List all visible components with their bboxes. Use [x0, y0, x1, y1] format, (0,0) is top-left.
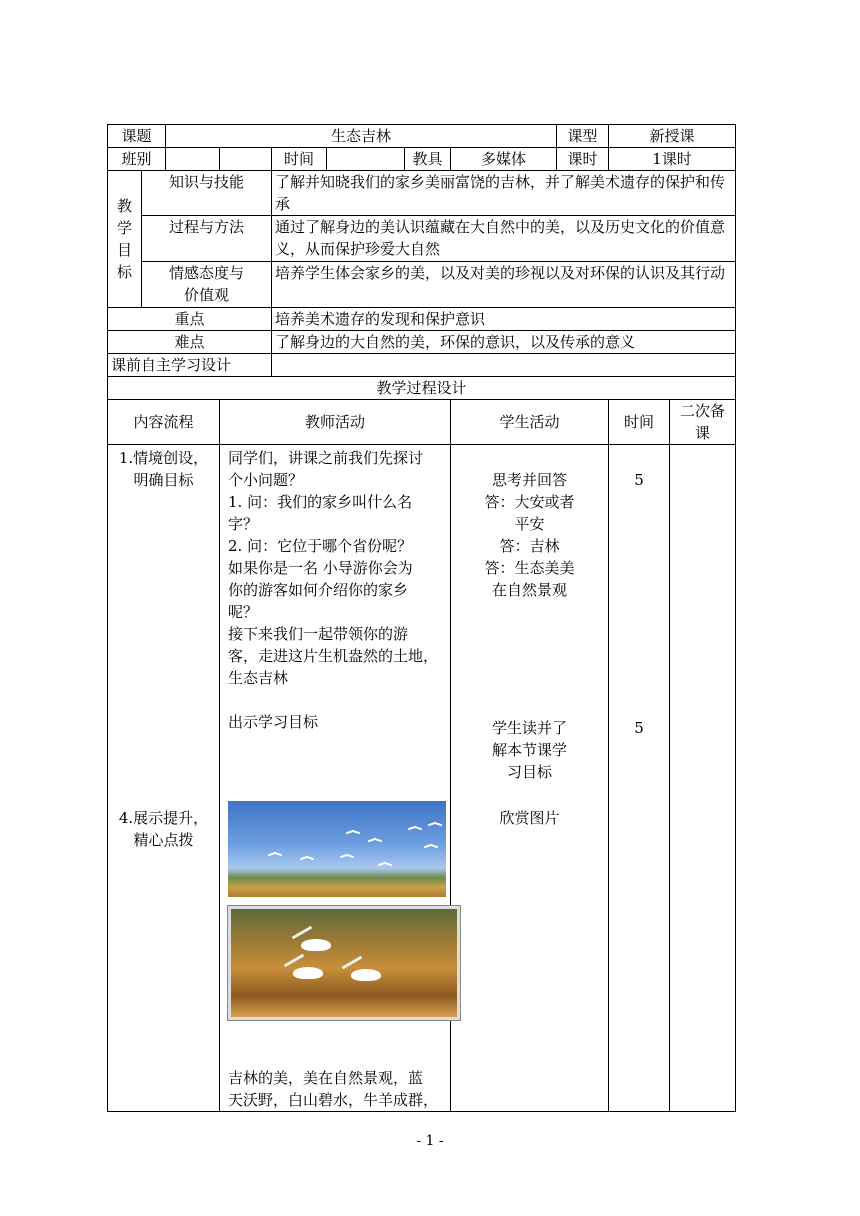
teacher-activity-cell — [220, 445, 451, 1112]
student-read-3: 习目标 — [507, 763, 553, 781]
bird-shape — [300, 857, 314, 861]
teacher-line-10: 客，走进这片生机盎然的土地， — [228, 647, 439, 665]
goals-side-char-4: 标 — [116, 263, 132, 281]
cranes-sky-image — [228, 801, 446, 897]
student-read-2: 解本节课学 — [492, 741, 568, 759]
teacher-line-8: 呢？ — [228, 603, 259, 621]
time-value — [327, 148, 405, 171]
pre-study-label: 课前自主学习设计 — [108, 354, 272, 377]
topic-value: 生态吉林 — [166, 125, 557, 148]
type-value: 新授课 — [609, 125, 736, 148]
student-view: 欣赏图片 — [499, 809, 560, 827]
crane-shape — [301, 939, 331, 951]
notes-cell — [670, 445, 736, 1112]
step1-line-2: 明确目标 — [133, 471, 194, 489]
goals-side-char-3: 目 — [116, 241, 132, 259]
student-line-1: 思考并回答 — [492, 471, 568, 489]
col-time: 时间 — [609, 400, 670, 445]
bird-shape — [378, 863, 392, 867]
hours-value: 1课时 — [609, 148, 736, 171]
bird-shape — [368, 839, 382, 843]
student-activity-cell — [451, 445, 609, 1112]
teacher-line-11: 生态吉林 — [228, 669, 289, 687]
teacher-line-2: 个小问题？ — [228, 471, 304, 489]
teacher-line-1: 同学们，讲课之前我们先探讨 — [228, 449, 424, 467]
time-value-2: 5 — [634, 719, 644, 737]
student-line-6: 在自然景观 — [492, 581, 568, 599]
page-number: - 1 - — [416, 1133, 444, 1149]
col-content: 内容流程 — [108, 400, 220, 445]
emotion-text: 培养学生体会家乡的美，以及对美的珍视以及对环保的认识及其行动 — [272, 262, 736, 308]
lesson-plan-table — [107, 124, 736, 1112]
type-label: 课型 — [557, 125, 609, 148]
time-value-1: 5 — [634, 471, 644, 489]
teacher-line-4: 字？ — [228, 515, 259, 533]
teacher-line-3: 1. 问：我们的家乡叫什么名 — [228, 493, 413, 511]
class-label: 班别 — [108, 148, 166, 171]
process-text: 通过了解身边的美认识蕴藏在大自然中的美，以及历史文化的价值意义，从而保护珍爱大自然 — [272, 216, 736, 262]
emotion-label-line-2: 价值观 — [184, 286, 230, 304]
col-teacher: 教师活动 — [220, 400, 451, 445]
cranes-wetland-image — [228, 906, 460, 1020]
key-point-label: 重点 — [108, 308, 272, 331]
bird-shape — [408, 827, 422, 831]
class-value-2 — [220, 148, 272, 171]
teacher-end-line-2: 天沃野，白山碧水，牛羊成群， — [228, 1091, 439, 1109]
teacher-line-7: 你的游客如何介绍你的家乡 — [228, 581, 409, 599]
goals-side-char-1: 教 — [116, 197, 132, 215]
topic-label: 课题 — [108, 125, 166, 148]
teacher-line-6: 如果你是一名 小导游你会为 — [228, 559, 413, 577]
class-value — [166, 148, 220, 171]
bird-shape — [424, 845, 438, 849]
student-line-3: 平安 — [514, 515, 545, 533]
pre-study-value — [272, 354, 736, 377]
knowledge-label: 知识与技能 — [142, 171, 272, 216]
step1-line-1: 1.情境创设， — [118, 449, 209, 467]
difficulty-text: 了解身边的大自然的美，环保的意识，以及传承的意义 — [272, 331, 736, 354]
crane-shape — [293, 967, 323, 979]
difficulty-label: 难点 — [108, 331, 272, 354]
process-label: 过程与方法 — [142, 216, 272, 262]
step4-line-2: 精心点拨 — [133, 831, 194, 849]
time-cell — [609, 445, 670, 1112]
teacher-line-9: 接下来我们一起带领你的游 — [228, 625, 409, 643]
student-line-4: 答：吉林 — [499, 537, 560, 555]
process-title: 教学过程设计 — [108, 377, 736, 400]
crane-shape — [351, 969, 381, 981]
bird-shape — [346, 831, 360, 835]
content-flow-cell — [108, 445, 220, 1112]
goals-side-label — [108, 171, 142, 308]
student-read-1: 学生读并了 — [492, 719, 568, 737]
tools-label: 教具 — [405, 148, 451, 171]
emotion-label-line-1: 情感态度与 — [169, 264, 245, 282]
teacher-line-5: 2. 问：它位于哪个省份呢？ — [228, 537, 413, 555]
teacher-goal-line: 出示学习目标 — [228, 713, 319, 731]
hours-label: 课时 — [557, 148, 609, 171]
col-student: 学生活动 — [451, 400, 609, 445]
col-notes: 二次备课 — [670, 400, 736, 445]
step4-line-1: 4.展示提升， — [118, 809, 209, 827]
teacher-end-line-1: 吉林的美，美在自然景观，蓝 — [228, 1069, 424, 1087]
knowledge-text: 了解并知晓我们的家乡美丽富饶的吉林，并了解美术遗存的保护和传承 — [272, 171, 736, 216]
tools-value: 多媒体 — [451, 148, 557, 171]
student-line-5: 答：生态美美 — [484, 559, 575, 577]
bird-shape — [428, 823, 442, 827]
bird-shape — [268, 853, 282, 857]
emotion-label — [142, 262, 272, 308]
goals-side-char-2: 学 — [116, 219, 132, 237]
time-label: 时间 — [272, 148, 327, 171]
bird-shape — [340, 855, 354, 859]
student-line-2: 答：大安或者 — [484, 493, 575, 511]
key-point-text: 培养美术遗存的发现和保护意识 — [272, 308, 736, 331]
